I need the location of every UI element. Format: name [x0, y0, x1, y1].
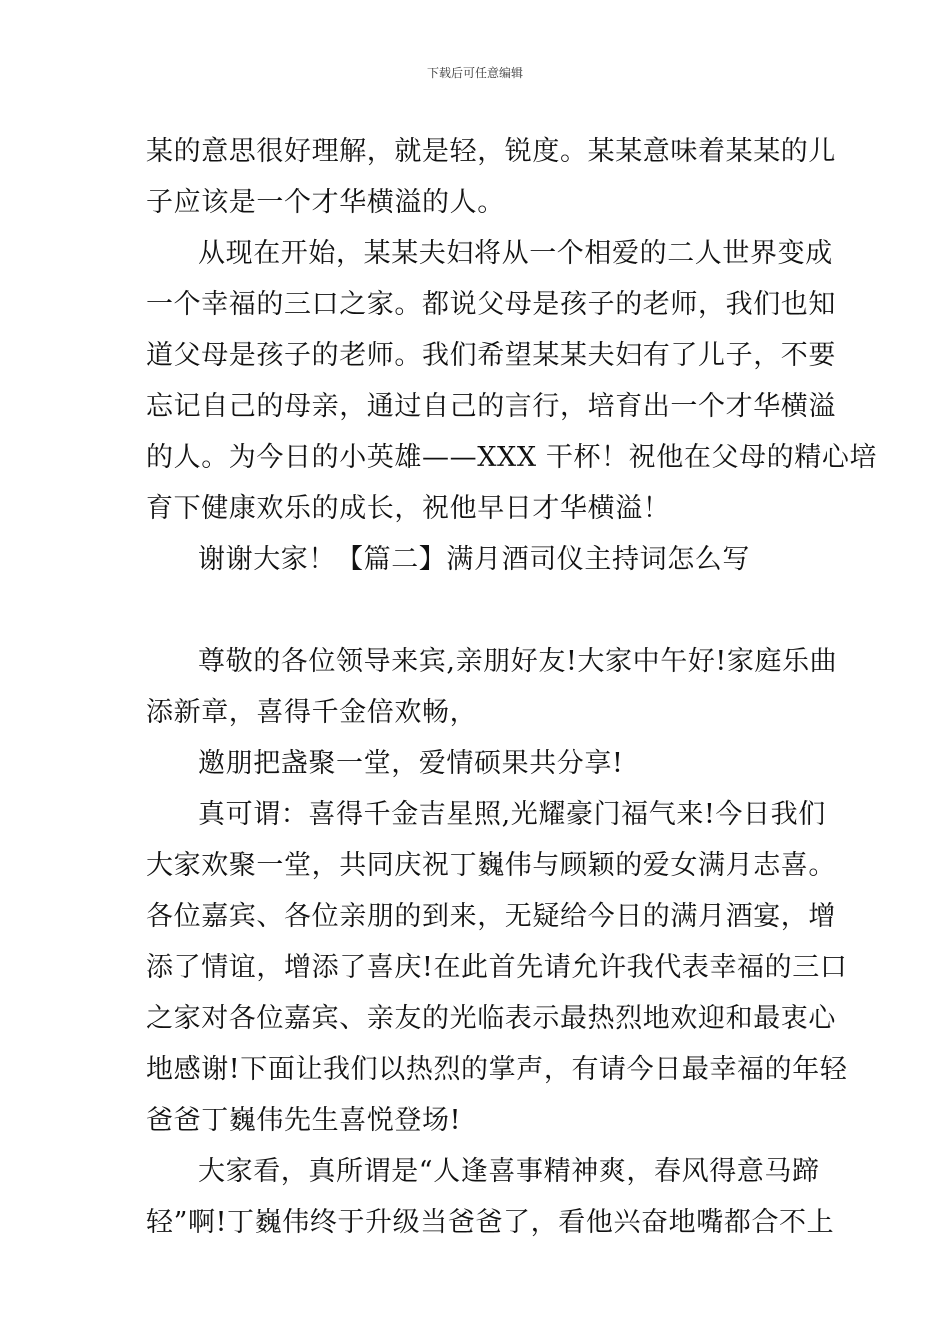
page-header: 下载后可任意编辑 [426, 66, 523, 80]
text-line: 各位嘉宾、各位亲朋的到来，无疑给今日的满月酒宴，增 [146, 901, 836, 932]
text-line: 之家对各位嘉宾、亲友的光临表示最热烈地欢迎和最衷心 [146, 1003, 836, 1034]
section-heading: 谢谢大家！【篇二】满月酒司仪主持词怎么写 [198, 544, 750, 575]
text-line: 忘记自己的母亲，通过自己的言行，培育出一个才华横溢 [146, 391, 836, 422]
text-line: 的人。为今日的小英雄——XXX 干杯！祝他在父母的精心培 [146, 442, 878, 473]
text-line: 大家看，真所谓是“人逢喜事精神爽，春风得意马蹄 [198, 1156, 820, 1187]
text-line: 真可谓：喜得千金吉星照,光耀豪门福气来!今日我们 [198, 799, 826, 830]
text-line: 添新章，喜得千金倍欢畅， [146, 697, 478, 728]
text-line: 育下健康欢乐的成长，祝他早日才华横溢！ [146, 493, 671, 524]
text-line: 道父母是孩子的老师。我们希望某某夫妇有了儿子，不要 [146, 340, 836, 371]
text-line: 添了情谊，增添了喜庆!在此首先请允许我代表幸福的三口 [146, 952, 848, 983]
text-line: 大家欢聚一堂，共同庆祝丁巍伟与顾颖的爱女满月志喜。 [146, 850, 836, 881]
document-body [146, 126, 878, 1248]
text-line: 爸爸丁巍伟先生喜悦登场! [146, 1105, 462, 1136]
text-line: 邀朋把盏聚一堂，爱情硕果共分享! [198, 748, 624, 779]
text-line: 一个幸福的三口之家。都说父母是孩子的老师，我们也知 [146, 289, 836, 320]
text-line: 某的意思很好理解，就是轻，锐度。某某意味着某某的儿 [146, 136, 836, 167]
paragraph-gap [146, 585, 806, 636]
text-line: 子应该是一个才华横溢的人。 [146, 187, 505, 218]
text-line: 尊敬的各位领导来宾,亲朋好友!大家中午好!家庭乐曲 [198, 646, 838, 677]
text-line: 轻”啊!丁巍伟终于升级当爸爸了，看他兴奋地嘴都合不上 [146, 1207, 835, 1238]
text-line: 从现在开始，某某夫妇将从一个相爱的二人世界变成 [198, 238, 833, 269]
text-line: 地感谢!下面让我们以热烈的掌声，有请今日最幸福的年轻 [146, 1054, 848, 1085]
